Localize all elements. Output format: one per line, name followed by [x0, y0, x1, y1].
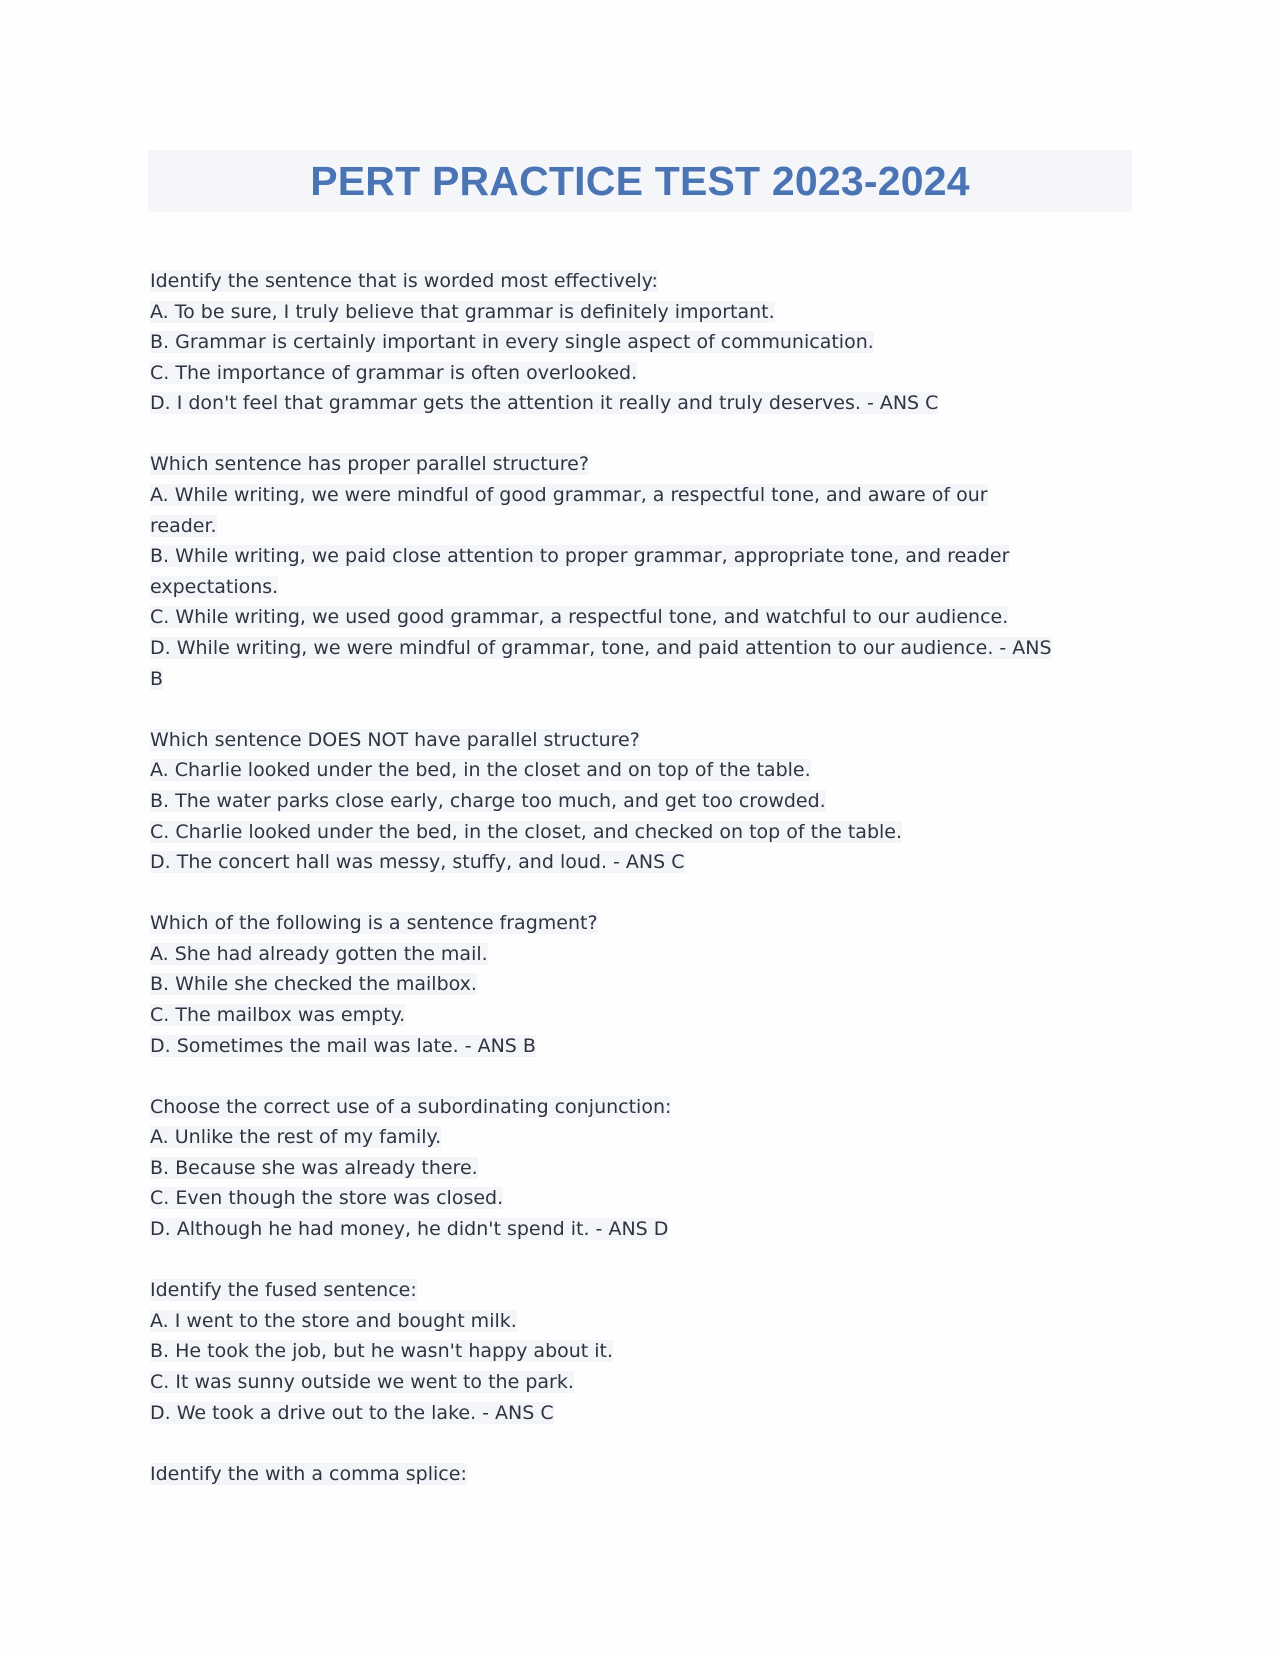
question-block-4: [150, 908, 1130, 1061]
answer-option: A. While writing, we were mindful of good grammar, a respectful tone, and aware of our: [150, 484, 988, 507]
answer-option: C. Even though the store was closed.: [150, 1187, 504, 1210]
page-title: PERT PRACTICE TEST 2023-2024: [310, 157, 970, 204]
answer-option: C. Charlie looked under the bed, in the closet, and checked on top of the table.: [150, 820, 903, 843]
answer-option: B. The water parks close early, charge too much, and get too crowded.: [150, 789, 826, 812]
question-prompt: Identify the sentence that is worded most effectively:: [150, 270, 658, 292]
question-block-2: [150, 449, 1130, 694]
question-block-5: [150, 1092, 1130, 1245]
answer-option-continuation: expectations.: [150, 575, 279, 598]
answer-option-with-key: D. We took a drive out to the lake. - ANS C: [150, 1401, 554, 1424]
question-prompt: Choose the correct use of a subordinating conjunction:: [150, 1095, 672, 1118]
answer-option: A. I went to the store and bought milk.: [150, 1309, 517, 1332]
answer-option: B. Grammar is certainly important in every single aspect of communication.: [150, 331, 874, 354]
question-prompt: Which sentence has proper parallel structure?: [150, 453, 589, 476]
answer-option: B. While she checked the mailbox.: [150, 973, 477, 996]
answer-key-continuation: B: [150, 667, 164, 690]
question-prompt: Which of the following is a sentence fragment?: [150, 912, 598, 935]
answer-option: C. It was sunny outside we went to the park.: [150, 1370, 574, 1393]
answer-option: C. The importance of grammar is often overlooked.: [150, 361, 638, 384]
answer-option: B. While writing, we paid close attention to proper grammar, appropriate tone, and reader: [150, 545, 1010, 568]
answer-option-with-key: D. The concert hall was messy, stuffy, and loud. - ANS C: [150, 851, 685, 874]
answer-option-with-key: D. Although he had money, he didn't spend it. - ANS D: [150, 1218, 669, 1241]
answer-option: C. While writing, we used good grammar, a respectful tone, and watchful to our audience.: [150, 606, 1009, 629]
question-prompt: Identify the fused sentence:: [150, 1279, 417, 1302]
answer-option: A. To be sure, I truly believe that grammar is definitely important.: [150, 300, 775, 323]
question-block-7: [150, 1459, 1130, 1490]
answer-option-with-key: D. While writing, we were mindful of grammar, tone, and paid attention to our audience. - ANS: [150, 637, 1052, 660]
question-block-6: [150, 1275, 1130, 1428]
question-block-1: [150, 266, 1130, 419]
answer-option: B. Because she was already there.: [150, 1156, 478, 1179]
question-list: [150, 266, 1130, 1520]
title-banner: [148, 150, 1132, 212]
answer-option-with-key: D. Sometimes the mail was late. - ANS B: [150, 1034, 536, 1057]
answer-option: C. The mailbox was empty.: [150, 1003, 406, 1026]
answer-option: A. She had already gotten the mail.: [150, 942, 488, 965]
answer-option-with-key: D. I don't feel that grammar gets the attention it really and truly deserves. - ANS C: [150, 392, 939, 415]
answer-option: A. Charlie looked under the bed, in the closet and on top of the table.: [150, 759, 811, 782]
question-prompt: Identify the with a comma splice:: [150, 1462, 467, 1485]
answer-option: A. Unlike the rest of my family.: [150, 1126, 442, 1149]
question-block-3: [150, 725, 1130, 878]
answer-option-continuation: reader.: [150, 514, 217, 537]
answer-option: B. He took the job, but he wasn't happy about it.: [150, 1340, 614, 1363]
question-prompt: Which sentence DOES NOT have parallel structure?: [150, 728, 640, 751]
